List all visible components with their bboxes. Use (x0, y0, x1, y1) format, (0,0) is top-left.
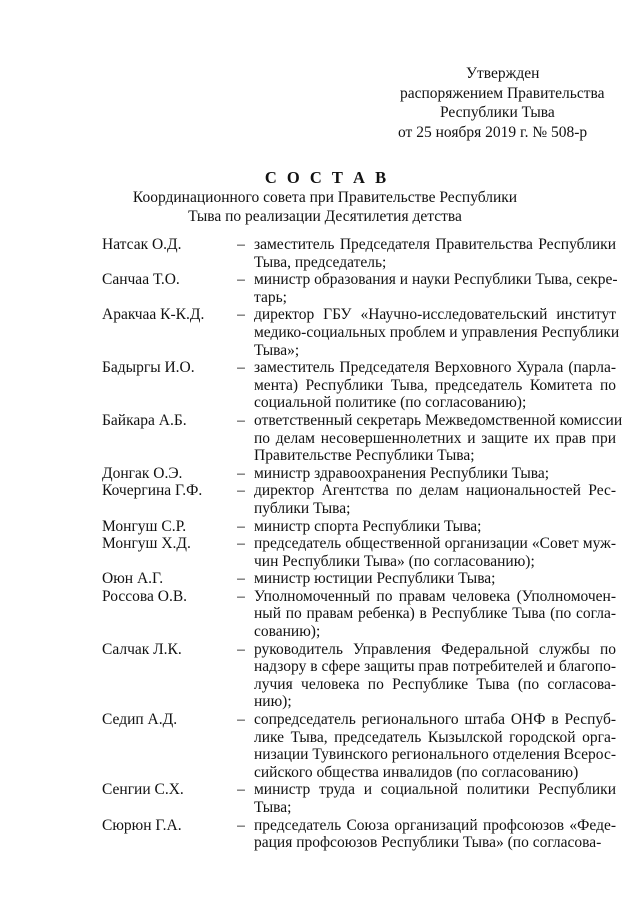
member-role (254, 641, 616, 711)
member-row (102, 482, 622, 517)
member-role (254, 465, 616, 483)
member-role (254, 236, 616, 271)
member-dash: – (237, 271, 245, 289)
member-role (254, 817, 616, 852)
member-dash: – (237, 781, 245, 799)
member-name: Сенгии С.Х. (102, 781, 184, 799)
member-row (102, 518, 622, 536)
member-role (254, 271, 616, 306)
member-row (102, 570, 622, 588)
member-role (254, 306, 620, 359)
document-subheading-line-1: Координационного совета при Правительстве Республики (132, 189, 518, 206)
member-dash: – (237, 236, 245, 253)
member-role-line: Правительстве Республики Тыва; (254, 447, 475, 465)
member-role-line: сопредседатель регионального штаба ОНФ в Респуб- (254, 711, 616, 729)
document-title-block (0, 168, 640, 226)
member-row (102, 271, 622, 306)
member-name: Санчаа Т.О. (102, 271, 180, 289)
member-role-line: министр юстиции Республики Тыва; (254, 570, 496, 588)
member-role-line: рация профсоюзов Республики Тыва» (по согласова- (254, 834, 602, 852)
member-role-line: лучия человека по Республике Тыва (по согласова- (254, 675, 616, 693)
approval-line-4: от 25 ноября 2019 г. № 508-р (398, 123, 588, 141)
member-role-line: чин Республики Тыва» (по согласованию); (254, 552, 535, 570)
member-role-line: председатель общественной организации «Совет муж- (254, 535, 616, 553)
member-role (254, 518, 616, 536)
member-dash: – (237, 411, 245, 429)
member-role-line: директор ГБУ «Научно-исследовательский институт (254, 306, 616, 324)
member-dash: – (237, 640, 245, 658)
member-role-line: сованию); (254, 623, 321, 641)
member-name: Сюрюн Г.А. (102, 816, 182, 834)
member-name: Седип А.Д. (102, 711, 178, 729)
member-role-line: надзору в сфере защиты прав потребителей и благопо- (254, 658, 616, 676)
member-row (102, 465, 622, 483)
member-role-line: лике Тыва, председатель Кызылской городской орга- (254, 728, 616, 746)
member-role-line: Тыва, председатель; (254, 253, 387, 271)
approval-stamp (380, 64, 620, 142)
approval-line-3: Республики Тыва (440, 104, 555, 121)
member-role-line: Уполномоченный по правам человека (Уполномочен- (254, 587, 616, 605)
member-row (102, 535, 622, 570)
member-role-line: заместитель Председателя Верховного Хурала (парла- (254, 359, 616, 377)
member-role-line: медико-социальных проблем и управления Республики (254, 323, 620, 341)
member-role-line: мента) Республики Тыва, председатель Комитета по (254, 376, 616, 394)
member-role-line: социальной политике (по согласованию); (254, 394, 527, 412)
member-dash: – (237, 482, 245, 500)
member-role-line: низации Тувинского регионального отделения Всерос- (254, 746, 616, 764)
member-role-line: министр образования и науки Республики Тыва, секре- (254, 271, 618, 289)
member-role-line: председатель Союза организаций профсоюзов «Феде- (254, 816, 616, 834)
member-row (102, 359, 622, 412)
member-role-line: министр спорта Республики Тыва; (254, 517, 482, 535)
member-row (102, 781, 622, 816)
member-name: Аракчаа К-К.Д. (102, 306, 205, 324)
member-role-line: тарь; (254, 288, 287, 306)
member-role-line: Тыва»; (254, 341, 300, 359)
document-subheading-line-2: Тыва по реализации Десятилетия детства (188, 208, 462, 225)
member-name: Монгуш Х.Д. (102, 535, 191, 553)
member-dash: – (237, 570, 245, 588)
member-dash: – (237, 464, 245, 482)
member-role-line: по делам несовершеннолетних и защите их прав при (254, 429, 616, 447)
member-role-line: ответственный секретарь Межведомственной комиссии (254, 411, 623, 429)
member-row (102, 412, 622, 465)
member-row (102, 236, 622, 271)
member-row (102, 817, 622, 852)
member-role (254, 482, 616, 517)
member-dash: – (237, 711, 245, 729)
member-dash: – (237, 535, 245, 553)
member-role-line: ный по правам ребенка) в Республике Тыва (по согла- (254, 605, 616, 623)
member-dash: – (237, 587, 245, 605)
member-row (102, 588, 622, 641)
member-role-line: министр здравоохранения Республики Тыва; (254, 464, 550, 482)
member-name: Донгак О.Э. (102, 464, 183, 482)
document-heading: С О С Т А В (264, 168, 390, 187)
member-name: Бадыргы И.О. (102, 359, 195, 377)
member-name: Россова О.В. (102, 587, 188, 605)
member-row (102, 306, 622, 359)
member-row (102, 641, 622, 711)
member-role-line: директор Агентства по делам национальностей Рес- (254, 482, 616, 500)
member-role-line: сийского общества инвалидов (по согласованию) (254, 763, 579, 781)
member-role-line: Тыва; (254, 799, 292, 816)
member-role (254, 588, 616, 641)
member-row (102, 711, 622, 781)
member-role-line: публики Тыва; (254, 499, 351, 517)
member-name: Оюн А.Г. (102, 570, 164, 588)
member-dash: – (237, 359, 245, 377)
member-role-line: заместитель Председателя Правительства Республики (254, 236, 616, 253)
member-role (254, 711, 616, 781)
member-role (254, 411, 623, 465)
member-role-line: нию); (254, 693, 292, 711)
member-dash: – (237, 816, 245, 834)
member-name: Байкара А.Б. (102, 411, 187, 429)
member-role (254, 781, 616, 816)
approval-line-1: Утвержден (466, 65, 540, 82)
member-list (102, 236, 622, 852)
approval-line-2: распоряжением Правительства (400, 84, 605, 102)
member-role-line: руководитель Управления Федеральной службы по (254, 640, 616, 658)
member-role (254, 359, 616, 412)
member-role (254, 535, 616, 570)
member-dash: – (237, 306, 245, 324)
member-dash: – (237, 517, 245, 535)
member-name: Салчак Л.К. (102, 640, 182, 658)
member-role-line: министр труда и социальной политики Республики (254, 781, 616, 799)
member-role (254, 570, 616, 588)
member-name: Монгуш С.Р. (102, 517, 187, 535)
member-name: Кочергина Г.Ф. (102, 482, 203, 500)
member-name: Натсак О.Д. (102, 236, 182, 253)
